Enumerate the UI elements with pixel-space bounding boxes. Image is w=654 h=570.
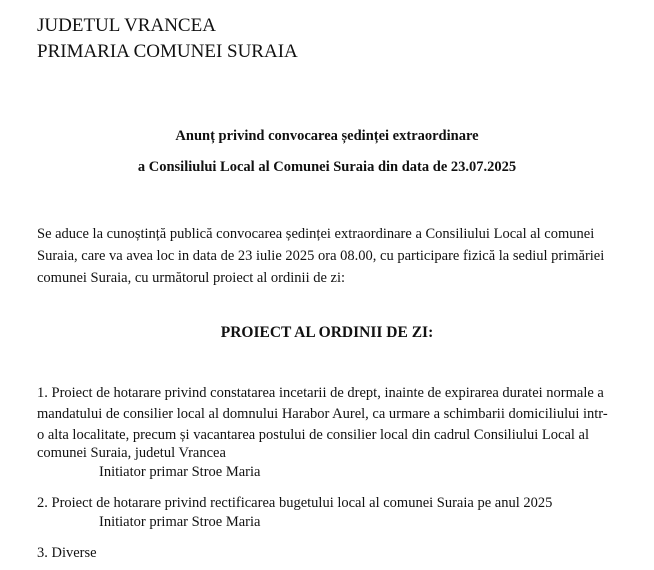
agenda-heading: PROIECT AL ORDINII DE ZI: (220, 324, 434, 341)
county-header: JUDETUL VRANCEA (37, 15, 216, 36)
intro-line-1: Se aduce la cunoștință publică convocarea ședinței extraordinare a Consiliului Local al comunei (37, 226, 595, 242)
agenda-item-1-line-2: mandatului de consilier local al domnului Harabor Aurel, ca urmare a schimbarii domiciliului intr- (37, 406, 608, 422)
agenda-item-2-initiator: Initiator primar Stroe Maria (99, 514, 261, 530)
announcement-title-line-2: a Consiliului Local al Comunei Suraia din data de 23.07.2025 (137, 159, 517, 175)
agenda-item-1-line-3: o alta localitate, precum și vacantarea postului de consilier local din cadrul Consiliului Local al (37, 427, 590, 443)
agenda-item-3-line-1: 3. Diverse (37, 545, 97, 561)
agenda-item-2-line-1: 2. Proiect de hotarare privind rectificarea bugetului local al comunei Suraia pe anul 2025 (37, 495, 553, 511)
agenda-item-1-line-1: 1. Proiect de hotarare privind constatarea incetarii de drept, inainte de expirarea duratei normale a (37, 385, 604, 401)
intro-line-3: comunei Suraia, cu următorul proiect al ordinii de zi: (37, 270, 346, 286)
announcement-title-line-1: Anunț privind convocarea ședinței extraordinare (175, 128, 479, 144)
agenda-item-1-initiator: Initiator primar Stroe Maria (99, 464, 261, 480)
town-hall-header: PRIMARIA COMUNEI SURAIA (37, 41, 298, 62)
agenda-item-1-line-4: comunei Suraia, judetul Vrancea (37, 445, 226, 461)
intro-line-2: Suraia, care va avea loc in data de 23 iulie 2025 ora 08.00, cu participare fizică la sediul primăriei (37, 248, 605, 264)
